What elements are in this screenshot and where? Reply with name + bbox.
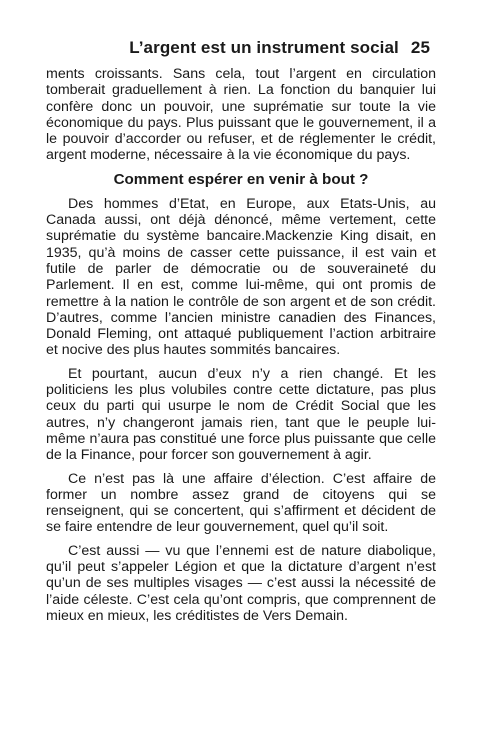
paragraph-4: C’est aussi — vu que l’ennemi est de nature diabolique, qu’il peut s’appeler Légion et que la dictature d’argent n’est qu’un de ses multiples visages — c’est aussi la nécessité de l’aide céleste. C’est cela qu’ont compris, que comprennent de mieux en mieux, les créditistes de Vers Demain. (46, 542, 436, 624)
paragraph-2: Et pourtant, aucun d’eux n’y a rien changé. Et les politiciens les plus volubiles contre cette dictature, pas plus ceux du parti qui usurpe le nom de Crédit Social que les autres, n’y changeront jamais rien, tant que le peuple lui-même n’aura pas constitué une force plus puissante que celle de la Finance, pour forcer son gouvernement à agir. (46, 365, 436, 464)
section-heading: Comment espérer en venir à bout ? (113, 170, 369, 188)
continued-paragraph: ments croissants. Sans cela, tout l’argent en circulation tomberait graduellement à rien. La fonction du banquier lui confère donc un pouvoir, une suprématie sur toute la vie économique du pays. Plus puissant que le gouvernement, il a le pouvoir d’accorder ou refuser, et de réglementer le crédit, argent moderne, nécessaire à la vie économique du pays. (46, 66, 436, 164)
running-head (129, 38, 430, 58)
running-title: L’argent est un instrument social (129, 38, 399, 57)
body-text (46, 66, 436, 631)
paragraph-1: Des hommes d’Etat, en Europe, aux Etats-Unis, au Canada aussi, ont déjà dénoncé, même vertement, cette suprématie du système bancaire.Mackenzie King disait, en 1935, qu’à moins de casser cette puissance, il est vain et futile de parler de démocratie ou de souveraineté du Parlement. Il en est, comme lui-même, qui ont promis de remettre à la nation le contrôle de son argent et de son crédit. D’autres, comme l’ancien ministre canadien des Finances, Donald Fleming, ont attaqué publiquement l’action arbitraire et nocive des plus hautes sommités bancaires. (46, 195, 436, 359)
page-number: 25 (410, 38, 430, 57)
paragraph-3: Ce n’est pas là une affaire d’élection. C’est affaire de former un nombre assez grand de citoyens qui se renseignent, qui se concertent, qui s’affirment et décident de se faire entendre de leur gouvernement, quel qu’il soit. (46, 470, 436, 536)
